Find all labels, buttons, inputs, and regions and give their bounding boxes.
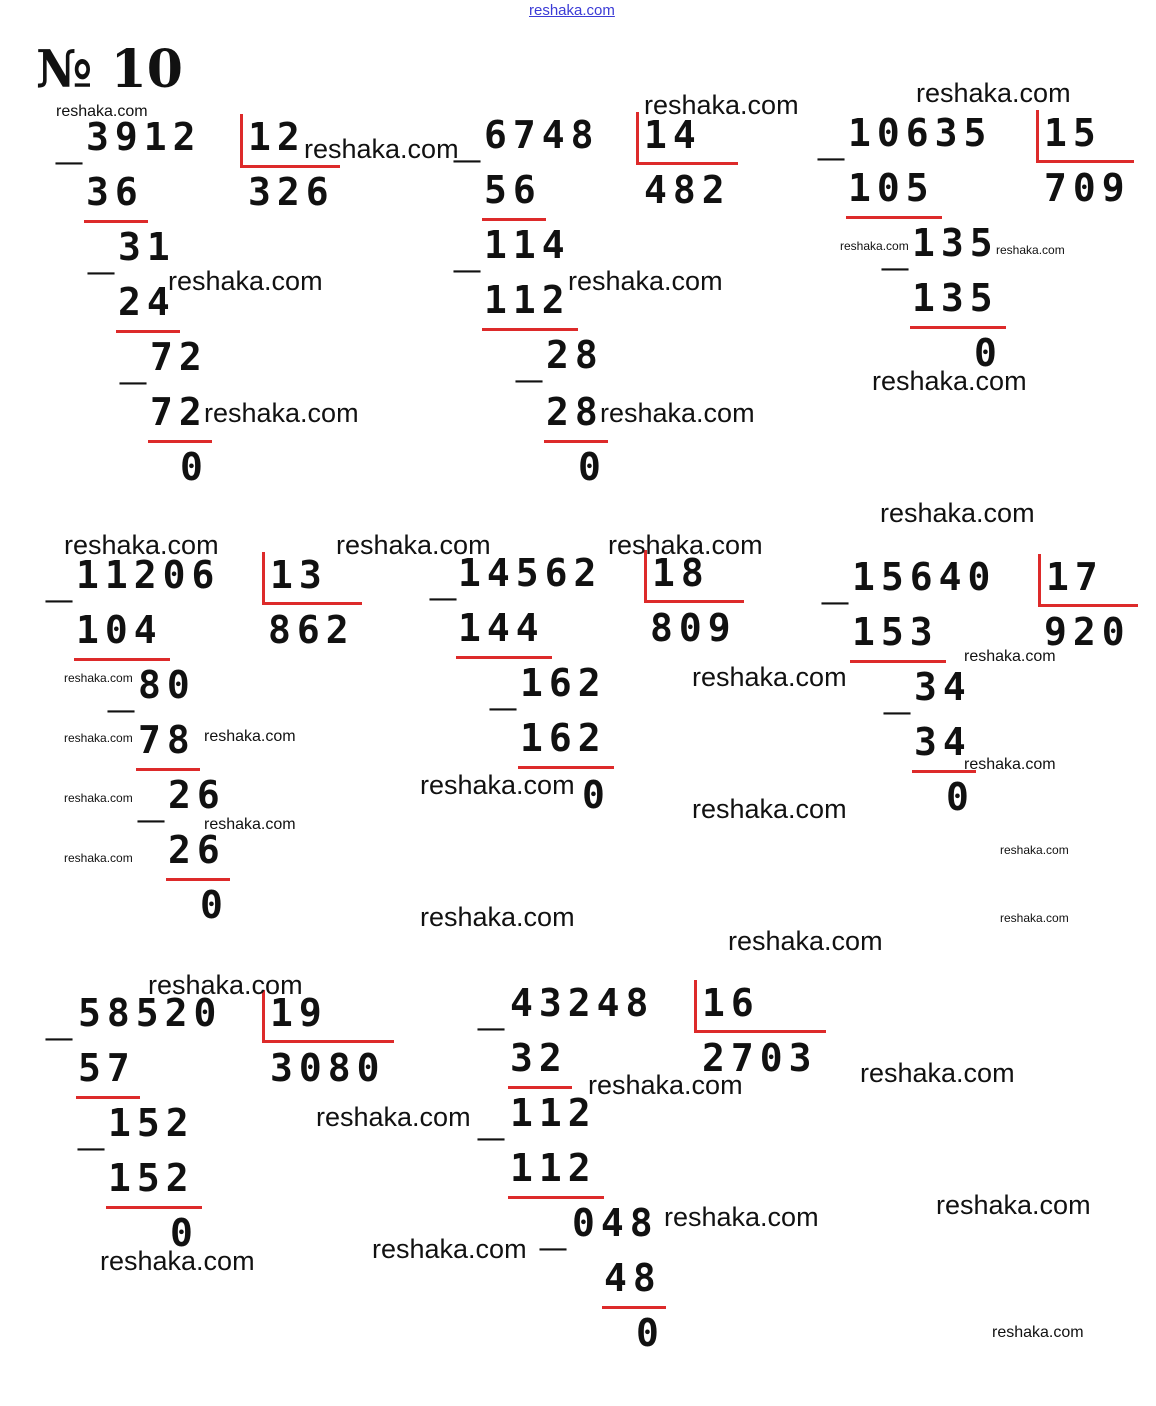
divisor-underline (694, 1030, 826, 1033)
result-line (76, 1096, 140, 1099)
dividend: 6748 (484, 113, 600, 157)
divisor: 15 (1044, 111, 1102, 155)
watermark: reshaka.com (880, 498, 1035, 528)
result-line (74, 658, 170, 661)
subtrahend: 112 (484, 278, 571, 322)
subtrahend: 48 (604, 1256, 662, 1300)
divisor-underline (262, 1040, 394, 1043)
divisor-underline (1038, 604, 1138, 607)
result-line (166, 878, 230, 881)
subtrahend: 28 (546, 390, 604, 434)
minus-sign: — (476, 1011, 506, 1046)
result-line (910, 326, 1006, 329)
watermark: reshaka.com (872, 366, 1027, 396)
minus-sign: — (428, 581, 458, 616)
subtrahend: 162 (520, 716, 607, 760)
quotient: 709 (1044, 166, 1131, 210)
final-remainder: 0 (974, 331, 1003, 375)
watermark: reshaka.com (964, 648, 1056, 665)
divisor: 12 (248, 115, 306, 159)
watermark: reshaka.com (204, 816, 296, 833)
final-remainder: 0 (582, 773, 611, 817)
subtrahend: 112 (510, 1146, 597, 1190)
minus-sign: — (44, 1021, 74, 1056)
subtrahend: 32 (510, 1036, 568, 1080)
result-line (518, 766, 614, 769)
watermark: reshaka.com (420, 902, 575, 932)
watermark: reshaka.com (64, 731, 133, 745)
dividend: 3912 (86, 115, 202, 159)
minus-sign: — (514, 363, 544, 398)
remainder: 34 (914, 665, 972, 709)
subtrahend: 144 (458, 606, 545, 650)
minus-sign: — (44, 583, 74, 618)
division-bracket (1036, 110, 1039, 162)
result-line (508, 1196, 604, 1199)
subtrahend: 34 (914, 720, 972, 764)
result-line (136, 768, 200, 771)
dividend: 43248 (510, 981, 655, 1025)
watermark: reshaka.com (996, 243, 1065, 257)
watermark: reshaka.com (56, 103, 148, 120)
result-line (602, 1306, 666, 1309)
watermark: reshaka.com (204, 728, 296, 745)
quotient: 482 (644, 168, 731, 212)
remainder: 162 (520, 661, 607, 705)
divisor: 19 (270, 991, 328, 1035)
result-line (846, 216, 942, 219)
divisor: 17 (1046, 555, 1104, 599)
result-line (116, 330, 180, 333)
final-remainder: 0 (636, 1311, 665, 1355)
remainder: 114 (484, 223, 571, 267)
minus-sign: — (86, 255, 116, 290)
watermark: reshaka.com (64, 530, 219, 560)
watermark: reshaka.com (916, 78, 1071, 108)
quotient: 862 (268, 608, 355, 652)
result-line (148, 440, 212, 443)
minus-sign: — (538, 1231, 568, 1266)
minus-sign: — (880, 251, 910, 286)
result-line (850, 660, 946, 663)
watermark: reshaka.com (64, 671, 133, 685)
watermark: reshaka.com (728, 926, 883, 956)
watermark: reshaka.com (860, 1058, 1015, 1088)
minus-sign: — (106, 693, 136, 728)
minus-sign: — (882, 695, 912, 730)
divisor: 18 (652, 551, 710, 595)
watermark: reshaka.com (692, 794, 847, 824)
minus-sign: — (118, 365, 148, 400)
remainder: 152 (108, 1101, 195, 1145)
subtrahend: 152 (108, 1156, 195, 1200)
subtrahend: 153 (852, 610, 939, 654)
remainder: 048 (572, 1201, 659, 1245)
subtrahend: 105 (848, 166, 935, 210)
quotient: 2703 (702, 1036, 818, 1080)
subtrahend: 26 (168, 828, 226, 872)
watermark: reshaka.com (168, 266, 323, 296)
minus-sign: — (476, 1121, 506, 1156)
page-title: № 10 (36, 39, 183, 100)
minus-sign: — (76, 1131, 106, 1166)
watermark: reshaka.com (964, 756, 1056, 773)
watermark: reshaka.com (840, 239, 909, 253)
minus-sign: — (488, 691, 518, 726)
divisor: 16 (702, 981, 760, 1025)
watermark: reshaka.com (1000, 843, 1069, 857)
watermark: reshaka.com (600, 398, 755, 428)
divisor-underline (636, 162, 738, 165)
remainder: 28 (546, 333, 604, 377)
watermark: reshaka.com (664, 1202, 819, 1232)
divisor-underline (240, 165, 340, 168)
result-line (544, 440, 608, 443)
watermark: reshaka.com (100, 1246, 255, 1276)
watermark: reshaka.com (644, 90, 799, 120)
dividend: 11206 (76, 553, 221, 597)
final-remainder: 0 (170, 1211, 199, 1255)
watermark: reshaka.com (1000, 911, 1069, 925)
division-bracket (240, 114, 243, 166)
watermark: reshaka.com (568, 266, 723, 296)
final-remainder: 0 (180, 445, 209, 489)
watermark: reshaka.com (372, 1234, 527, 1264)
remainder: 26 (168, 773, 226, 817)
divisor-underline (1036, 160, 1134, 163)
subtrahend: 78 (138, 718, 196, 762)
subtrahend: 56 (484, 168, 542, 212)
quotient: 326 (248, 170, 335, 214)
divisor-underline (262, 602, 362, 605)
watermark: reshaka.com (148, 970, 303, 1000)
result-line (508, 1086, 572, 1089)
watermark: reshaka.com (64, 851, 133, 865)
remainder: 72 (150, 335, 208, 379)
watermark: reshaka.com (336, 530, 491, 560)
watermark: reshaka.com (204, 398, 359, 428)
division-bracket (694, 980, 697, 1032)
watermark: reshaka.com (316, 1102, 471, 1132)
minus-sign: — (452, 253, 482, 288)
remainder: 31 (118, 225, 176, 269)
remainder: 112 (510, 1091, 597, 1135)
watermark: reshaka.com (304, 134, 459, 164)
divisor: 14 (644, 113, 702, 157)
result-line (482, 218, 546, 221)
result-line (84, 220, 148, 223)
watermark: reshaka.com (692, 662, 847, 692)
result-line (456, 656, 552, 659)
site-link[interactable]: reshaka.com (529, 2, 615, 19)
minus-sign: — (136, 803, 166, 838)
remainder: 80 (138, 663, 196, 707)
minus-sign: — (452, 143, 482, 178)
subtrahend: 72 (150, 390, 208, 434)
division-bracket (636, 112, 639, 164)
minus-sign: — (820, 585, 850, 620)
divisor-underline (644, 600, 744, 603)
subtrahend: 57 (78, 1046, 136, 1090)
final-remainder: 0 (946, 775, 975, 819)
final-remainder: 0 (200, 883, 229, 927)
remainder: 135 (912, 221, 999, 265)
subtrahend: 24 (118, 280, 176, 324)
dividend: 58520 (78, 991, 223, 1035)
subtrahend: 36 (86, 170, 144, 214)
subtrahend: 104 (76, 608, 163, 652)
divisor: 13 (270, 553, 328, 597)
subtrahend: 135 (912, 276, 999, 320)
watermark: reshaka.com (608, 530, 763, 560)
division-bracket (1038, 554, 1041, 606)
watermark: reshaka.com (936, 1190, 1091, 1220)
watermark: reshaka.com (64, 791, 133, 805)
dividend: 14562 (458, 551, 603, 595)
quotient: 809 (650, 606, 737, 650)
minus-sign: — (54, 145, 84, 180)
division-bracket (262, 552, 265, 604)
watermark: reshaka.com (588, 1070, 743, 1100)
minus-sign: — (816, 141, 846, 176)
result-line (106, 1206, 202, 1209)
watermark: reshaka.com (420, 770, 575, 800)
dividend: 10635 (848, 111, 993, 155)
quotient: 920 (1044, 610, 1131, 654)
quotient: 3080 (270, 1046, 386, 1090)
final-remainder: 0 (578, 445, 607, 489)
result-line (482, 328, 578, 331)
watermark: reshaka.com (992, 1324, 1084, 1341)
dividend: 15640 (852, 555, 997, 599)
